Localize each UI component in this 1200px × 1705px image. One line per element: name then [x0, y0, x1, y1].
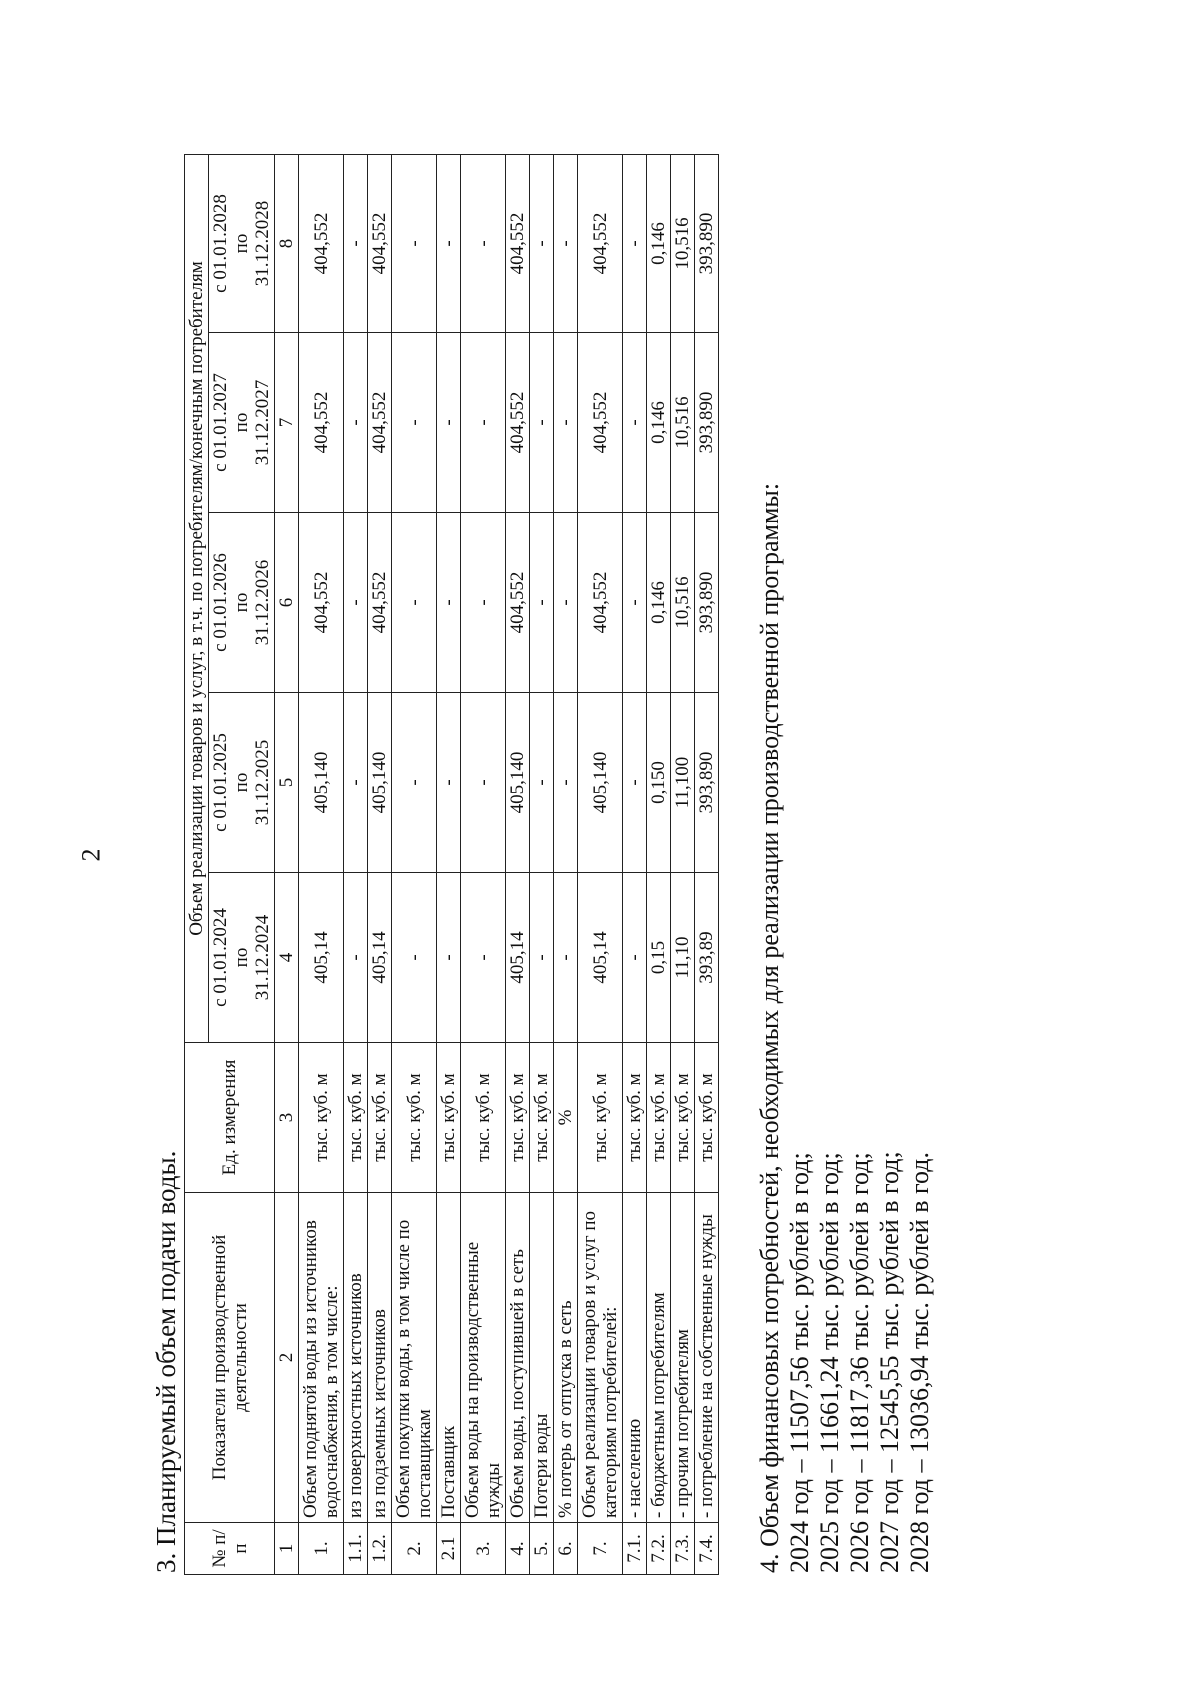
row-number: 1.1.: [344, 1523, 368, 1575]
period-to: 31.12.2025: [252, 739, 273, 826]
row-value: 404,552: [368, 513, 392, 693]
row-value: -: [392, 333, 437, 513]
row-indicator: Объем воды на производственные нужды: [461, 1193, 506, 1523]
row-value: -: [437, 333, 461, 513]
header-volume: Объем реализации товаров и услуг, в т.ч. по потребителям/конечным потребителям: [185, 154, 209, 1042]
period-mid: по: [231, 947, 252, 968]
row-unit: тыс. куб. м: [671, 1043, 695, 1193]
table-row: [392, 154, 437, 1574]
row-value: -: [461, 693, 506, 873]
table-body: [299, 154, 719, 1574]
row-number: 6.: [554, 1523, 578, 1575]
row-value: -: [461, 333, 506, 513]
header-period: [209, 154, 275, 332]
row-value: 404,552: [506, 154, 530, 332]
finance-line-2027: 2027 год – 12545,55 тыс. рублей в год;: [875, 1151, 904, 1573]
row-value: 0,15: [647, 873, 671, 1043]
header-row-1: [185, 154, 209, 1574]
row-number: 7.: [578, 1523, 623, 1575]
row-number: 4.: [506, 1523, 530, 1575]
row-value: -: [344, 873, 368, 1043]
row-value: -: [344, 333, 368, 513]
row-number: 5.: [530, 1523, 554, 1575]
row-unit: тыс. куб. м: [530, 1043, 554, 1193]
period-from: с 01.01.2027: [210, 373, 231, 472]
row-unit: тыс. куб. м: [461, 1043, 506, 1193]
row-indicator: Объем реализации товаров и услуг по категориям потребителей:: [578, 1193, 623, 1523]
row-value: -: [437, 513, 461, 693]
column-number: 4: [275, 873, 299, 1043]
table-row: [368, 154, 392, 1574]
row-value: 404,552: [299, 513, 344, 693]
column-number: 5: [275, 693, 299, 873]
row-unit: тыс. куб. м: [437, 1043, 461, 1193]
row-value: 405,140: [506, 693, 530, 873]
row-value: -: [461, 873, 506, 1043]
row-value: -: [437, 873, 461, 1043]
row-value: 405,140: [299, 693, 344, 873]
row-number: 2.1: [437, 1523, 461, 1575]
section-3-title: 3. Планируемый объем подачи воды.: [151, 1150, 181, 1573]
row-number: 7.4.: [695, 1523, 719, 1575]
row-value: -: [392, 693, 437, 873]
row-value: 404,552: [368, 154, 392, 332]
period-mid: по: [231, 233, 252, 254]
column-number: 2: [275, 1193, 299, 1523]
row-unit: %: [554, 1043, 578, 1193]
row-value: 393,890: [695, 333, 719, 513]
row-unit: тыс. куб. м: [578, 1043, 623, 1193]
row-indicator: - населению: [623, 1193, 647, 1523]
row-value: 405,14: [368, 873, 392, 1043]
row-unit: тыс. куб. м: [392, 1043, 437, 1193]
row-value: -: [554, 693, 578, 873]
row-value: -: [437, 693, 461, 873]
period-mid: по: [231, 412, 252, 433]
row-value: -: [623, 513, 647, 693]
row-value: -: [554, 333, 578, 513]
table-row: [623, 154, 647, 1574]
row-value: 0,146: [647, 333, 671, 513]
table-row: [647, 154, 671, 1574]
row-value: -: [554, 513, 578, 693]
row-value: -: [530, 513, 554, 693]
header-period: [209, 513, 275, 693]
row-value: 0,146: [647, 513, 671, 693]
table-row: [578, 154, 623, 1574]
row-value: -: [392, 154, 437, 332]
row-unit: тыс. куб. м: [647, 1043, 671, 1193]
table-row: [344, 154, 368, 1574]
row-unit: тыс. куб. м: [695, 1043, 719, 1193]
row-indicator: из подземных источников: [368, 1193, 392, 1523]
finance-line-2025: 2025 год – 11661,24 тыс. рублей в год;: [815, 1152, 844, 1573]
row-value: 393,890: [695, 693, 719, 873]
period-to: 31.12.2026: [252, 559, 273, 646]
column-number: 7: [275, 333, 299, 513]
header-period: [209, 693, 275, 873]
row-unit: тыс. куб. м: [623, 1043, 647, 1193]
row-number: 1.2.: [368, 1523, 392, 1575]
column-number: 3: [275, 1043, 299, 1193]
header-period: [209, 873, 275, 1043]
row-value: 0,146: [647, 154, 671, 332]
row-number: 1.: [299, 1523, 344, 1575]
period-from: с 01.01.2026: [210, 553, 231, 652]
row-value: 404,552: [578, 333, 623, 513]
row-value: 11,100: [671, 693, 695, 873]
row-value: 405,14: [506, 873, 530, 1043]
row-value: -: [461, 513, 506, 693]
row-unit: тыс. куб. м: [344, 1043, 368, 1193]
period-mid: по: [231, 772, 252, 793]
row-value: -: [392, 873, 437, 1043]
row-number: 7.3.: [671, 1523, 695, 1575]
row-unit: тыс. куб. м: [368, 1043, 392, 1193]
finance-line-2026: 2026 год – 11817,36 тыс. рублей в год;: [845, 1152, 874, 1573]
row-value: -: [530, 693, 554, 873]
row-value: -: [623, 154, 647, 332]
row-indicator: Объем покупки воды, в том числе по поставщикам: [392, 1193, 437, 1523]
row-value: 405,140: [368, 693, 392, 873]
row-value: -: [344, 693, 368, 873]
row-value: -: [530, 873, 554, 1043]
column-number: 6: [275, 513, 299, 693]
row-value: -: [344, 154, 368, 332]
section-4-title: 4. Объем финансовых потребностей, необходимых для реализации производственной программы:: [755, 482, 784, 1573]
table-row: [530, 154, 554, 1574]
row-value: 10,516: [671, 154, 695, 332]
row-unit: тыс. куб. м: [299, 1043, 344, 1193]
row-value: 10,516: [671, 333, 695, 513]
row-number: 7.2.: [647, 1523, 671, 1575]
row-value: -: [530, 154, 554, 332]
period-from: с 01.01.2025: [210, 733, 231, 832]
header-no: № п/п: [185, 1523, 275, 1575]
row-indicator: Объем поднятой воды из источников водоснабжения, в том числе:: [299, 1193, 344, 1523]
table-row: [506, 154, 530, 1574]
row-unit: тыс. куб. м: [506, 1043, 530, 1193]
table-row: [554, 154, 578, 1574]
row-indicator: Объем воды, поступившей в сеть: [506, 1193, 530, 1523]
header-column-numbers-row: [275, 154, 299, 1574]
row-value: 404,552: [506, 513, 530, 693]
row-number: 7.1.: [623, 1523, 647, 1575]
water-supply-table: [184, 154, 719, 1575]
period-to: 31.12.2024: [252, 914, 273, 1001]
row-value: 404,552: [299, 154, 344, 332]
row-value: 404,552: [506, 333, 530, 513]
period-from: с 01.01.2028: [210, 194, 231, 293]
period-to: 31.12.2027: [252, 379, 273, 466]
row-value: -: [461, 154, 506, 332]
finance-line-2024: 2024 год – 11507,56 тыс. рублей в год;: [785, 1152, 814, 1573]
row-value: -: [554, 873, 578, 1043]
row-number: 2.: [392, 1523, 437, 1575]
row-value: 404,552: [299, 333, 344, 513]
row-number: 3.: [461, 1523, 506, 1575]
row-value: 0,150: [647, 693, 671, 873]
row-indicator: Поставщик: [437, 1193, 461, 1523]
column-number: 8: [275, 154, 299, 332]
header-indicator: Показатели производственной деятельности: [185, 1193, 275, 1523]
row-value: -: [623, 333, 647, 513]
row-value: -: [554, 154, 578, 332]
finance-line-2028: 2028 год – 13036,94 тыс. рублей в год.: [905, 1152, 934, 1573]
row-indicator: - бюджетным потребителям: [647, 1193, 671, 1523]
table-row: [695, 154, 719, 1574]
row-value: 10,516: [671, 513, 695, 693]
header-unit: Ед. измерения: [185, 1043, 275, 1193]
row-value: 405,140: [578, 693, 623, 873]
row-value: 405,14: [578, 873, 623, 1043]
row-value: 393,890: [695, 154, 719, 332]
period-to: 31.12.2028: [252, 200, 273, 287]
column-number: 1: [275, 1523, 299, 1575]
table-row: [299, 154, 344, 1574]
rotated-content: [150, 155, 935, 1575]
row-value: 404,552: [368, 333, 392, 513]
page-number: 2: [76, 848, 106, 862]
period-mid: по: [231, 592, 252, 613]
period-from: с 01.01.2024: [210, 908, 231, 1007]
row-value: -: [437, 154, 461, 332]
table-row: [437, 154, 461, 1574]
row-value: 393,89: [695, 873, 719, 1043]
row-indicator: - потребление на собственные нужды: [695, 1193, 719, 1523]
row-indicator: % потерь от отпуска в сеть: [554, 1193, 578, 1523]
row-indicator: из поверхностных источников: [344, 1193, 368, 1523]
row-value: 404,552: [578, 154, 623, 332]
row-indicator: - прочим потребителям: [671, 1193, 695, 1523]
header-period: [209, 333, 275, 513]
row-value: 11,10: [671, 873, 695, 1043]
table-row: [671, 154, 695, 1574]
table-row: [461, 154, 506, 1574]
row-value: -: [392, 513, 437, 693]
row-value: -: [344, 513, 368, 693]
row-value: 405,14: [299, 873, 344, 1043]
section-4: [755, 155, 935, 1575]
row-value: 393,890: [695, 513, 719, 693]
row-value: 404,552: [578, 513, 623, 693]
row-value: -: [623, 693, 647, 873]
row-value: -: [623, 873, 647, 1043]
row-indicator: Потери воды: [530, 1193, 554, 1523]
row-value: -: [530, 333, 554, 513]
